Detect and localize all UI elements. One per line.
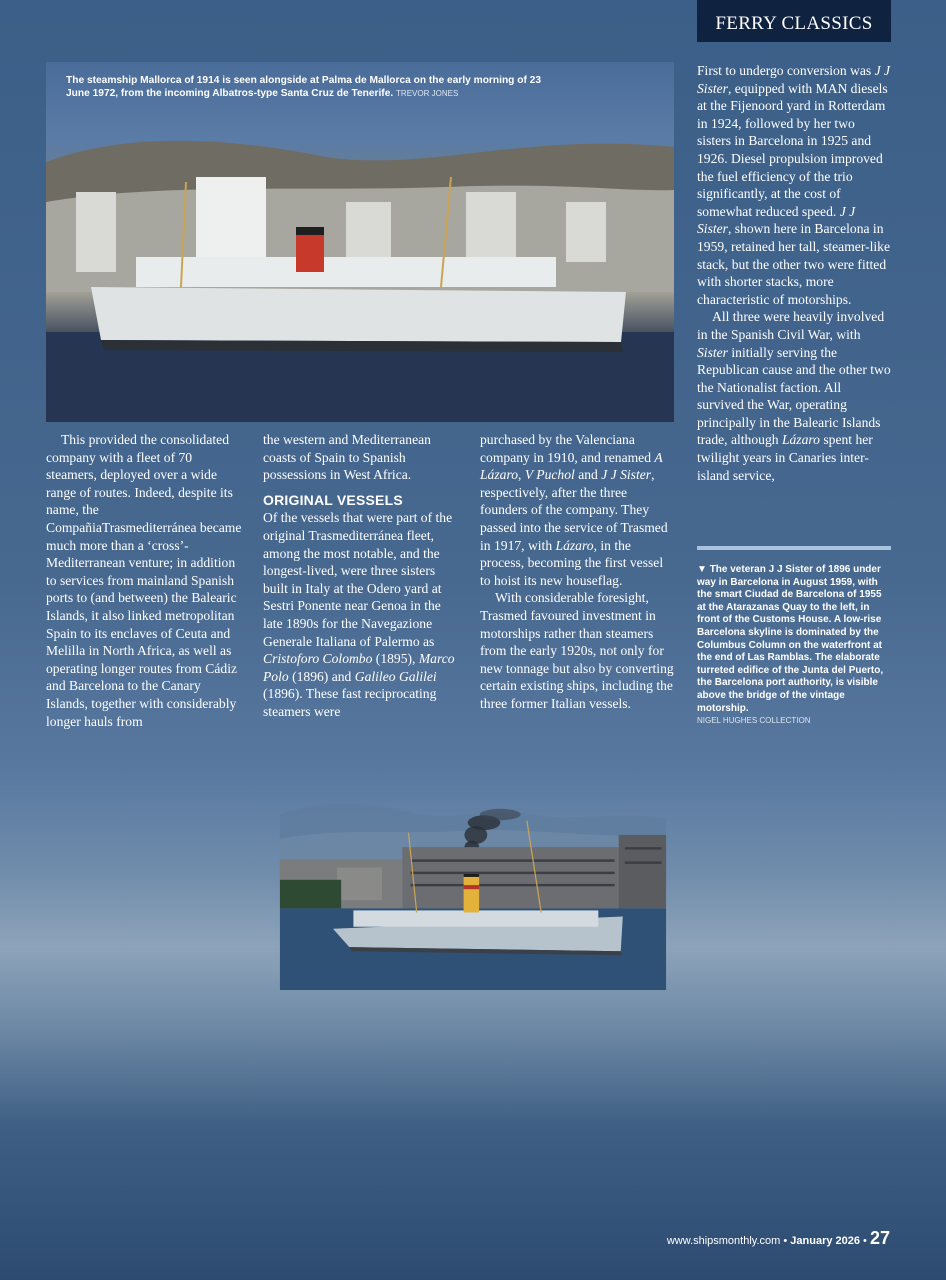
bottom-photo-caption	[697, 564, 891, 728]
photo-credit: NIGEL HUGHES COLLECTION	[697, 716, 811, 726]
paragraph: This provided the consolidated company with a fleet of 70 steamers, deployed over a wide range of routes. Indeed, despite its name, the CompañiaTrasmediterránea became much more than a ‘cross’-Mediterranean venture; in addition to services from mainland Spanish ports to (and between) the Balearic Islands, it also linked metropolitan Spain to its enclaves of Ceuta and Melilla in North Africa, as well as operating longer routes from Cádiz and Barcelona to the Canary Islands, together with considerably longer hauls from	[46, 432, 242, 729]
article-column-2	[263, 431, 463, 721]
article-column-1	[46, 431, 242, 730]
top-photo-caption	[66, 74, 566, 100]
caption-text: The steamship Mallorca of 1914 is seen alongside at Palma de Mallorca on the early morning of 23 June 1972, from the incoming Albatros-type Santa Cruz de Tenerife.	[66, 75, 542, 99]
harbor-photo-illustration	[0, 790, 946, 990]
down-arrow-icon: ▼	[697, 564, 707, 575]
caption-text: The veteran J J Sister of 1896 under way in Barcelona in August 1959, with the smart Ciudad de Barcelona of 1955 at the Atarazanas Quay to the left, in front of the Customs House. A low-rise Barcelona skyline is dominated by the Columbus Column on the waterfront at the end of Las Ramblas. The elaborate turreted edifice of the Junta del Puerto, the Barcelona port authority, is visible above the bridge of the vintage motorship.	[697, 564, 884, 714]
paragraph: First to undergo conversion was J J Sister, equipped with MAN diesels at the Fijenoord yard in Rotterdam in 1924, followed by her two sisters in Barcelona in 1925 and 1926. Diesel propulsion improved the fuel efficiency of the trio significantly, at the cost of somewhat reduced speed. J J Sister, shown here in Barcelona in 1959, retained her tall, steamer-like stack, but the other two were fitted with shorter stacks, more characteristic of motorships.	[697, 63, 891, 307]
paragraph: Of the vessels that were part of the original Trasmediterránea fleet, among the most notable, and the longest-lived, were three sisters built in Italy at the Odero yard at Sestri Ponente near Genoa in the late 1890s for the Navegazione Generale Italiana of Palermo as Cristoforo Colombo (1895), Marco Polo (1896) and Galileo Galilei (1896). These fast reciprocating steamers were	[263, 510, 455, 719]
issue-date: January 2026	[790, 1235, 860, 1247]
top-photo	[46, 62, 674, 422]
subheading: ORIGINAL VESSELS	[263, 491, 403, 508]
separator: •	[860, 1235, 870, 1247]
paragraph: All three were heavily involved in the Spanish Civil War, with Sister initially serving the Republican cause and the other two the Nationalist faction. All survived the War, operating principally in the Balearic Islands trade, although Lázaro spent her twilight years in Canaries inter-island service,	[697, 309, 891, 483]
paragraph: the western and Mediterranean coasts of Spain to Spanish possessions in West Africa.	[263, 432, 431, 483]
page-footer	[667, 1228, 890, 1249]
article-column-3	[480, 431, 676, 713]
section-header: FERRY CLASSICS	[697, 0, 891, 42]
divider-rule	[697, 546, 891, 550]
separator: •	[780, 1235, 791, 1247]
palma-harbor-illustration	[46, 62, 674, 422]
page-number: 27	[869, 1228, 890, 1248]
photo-credit: TREVOR JONES	[396, 89, 459, 98]
paragraph: With considerable foresight, Trasmed favoured investment in motorships rather than steamers from the early 1920s, not only for new tonnage but also by converting certain existing ships, including the three former Italian vessels.	[480, 590, 674, 711]
paragraph: purchased by the Valenciana company in 1910, and renamed A Lázaro, V Puchol and J J Sister, respectively, after the three founders of the company. They passed into the service of Trasmed in 1917, with Lázaro, in the process, becoming the first vessel to hoist its new houseflag.	[480, 432, 668, 588]
article-column-4	[697, 62, 891, 484]
website-link[interactable]: www.shipsmonthly.com	[666, 1235, 781, 1247]
